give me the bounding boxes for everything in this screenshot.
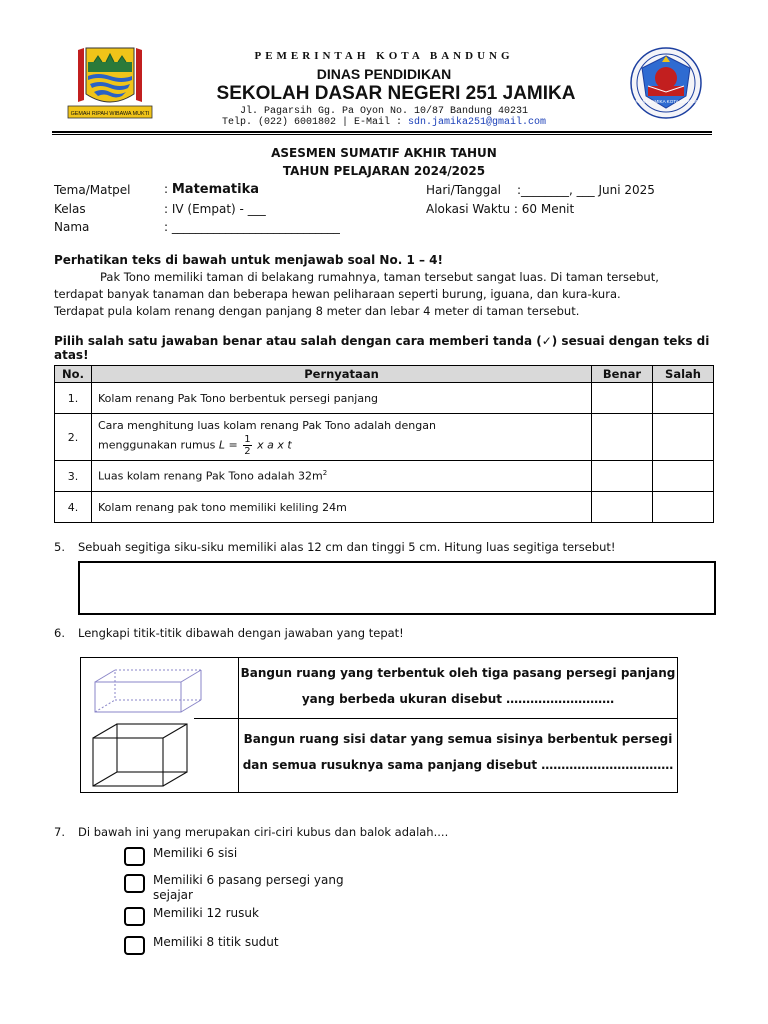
checkbox[interactable] xyxy=(124,874,145,893)
true-answer-cell[interactable] xyxy=(592,383,653,414)
fraction-one-half xyxy=(243,434,251,457)
q6-item-2-blank[interactable]: dan semua rusuknya sama panjang disebut …………………………… xyxy=(242,758,674,772)
fraction-numerator: 1 xyxy=(244,433,251,445)
superscript: 2 xyxy=(322,469,328,478)
table-row xyxy=(55,414,714,461)
q7-option-label: Memiliki 6 sisi xyxy=(153,846,238,860)
row-number: 1. xyxy=(55,383,92,414)
cuboid-icon xyxy=(91,666,215,716)
q6-fill-table xyxy=(80,657,678,793)
true-answer-cell[interactable] xyxy=(592,414,653,461)
row-number: 3. xyxy=(55,461,92,492)
row-statement xyxy=(92,414,592,461)
row-number: 2. xyxy=(55,414,92,461)
q6-number: 6. xyxy=(54,626,65,640)
row-statement: Kolam renang Pak Tono berbentuk persegi panjang xyxy=(92,383,592,414)
row-statement-text: Luas kolam renang Pak Tono adalah 32m xyxy=(98,469,323,483)
q6-text: Lengkapi titik-titik dibawah dengan jawaban yang tepat! xyxy=(78,626,404,640)
header-false: Salah xyxy=(653,366,714,383)
department-name: DINAS PENDIDIKAN xyxy=(316,66,452,82)
formula-intro: menggunakan rumus xyxy=(98,438,219,451)
q6-item-1 xyxy=(239,660,677,712)
school-contact xyxy=(0,117,768,128)
true-answer-cell[interactable] xyxy=(592,492,653,523)
reading-line-3: Terdapat pula kolam renang dengan panjang 8 meter dan lebar 4 meter di taman tersebut. xyxy=(54,304,580,318)
header-true: Benar xyxy=(592,366,653,383)
table-row xyxy=(55,492,714,523)
q6-item-1-line-1: Bangun ruang yang terbentuk oleh tiga pasang persegi panjang xyxy=(240,666,676,680)
row-statement-line: Cara menghitung luas kolam renang Pak Tono adalah dengan xyxy=(98,418,436,432)
statements-table xyxy=(54,365,714,523)
false-answer-cell[interactable] xyxy=(653,414,714,461)
table-row xyxy=(55,383,714,414)
q6-item-2-line-1: Bangun ruang sisi datar yang semua sisinya berbentuk persegi xyxy=(243,732,673,746)
phone-text: Telp. (022) 6001802 | E-Mail : xyxy=(221,117,408,128)
row-statement xyxy=(92,461,592,492)
crest-banner-text: GEMAH RIPAH WIBAWA MUKTI xyxy=(70,111,150,117)
true-answer-cell[interactable] xyxy=(592,461,653,492)
government-name: PEMERINTAH KOTA BANDUNG xyxy=(254,50,514,62)
q7-text: Di bawah ini yang merupakan ciri-ciri kubus dan balok adalah.... xyxy=(78,825,449,839)
header-divider-thick xyxy=(52,131,712,133)
false-answer-cell[interactable] xyxy=(653,492,714,523)
name-field[interactable]: : ____________________________ xyxy=(164,220,340,234)
q7-option-label: Memiliki 6 pasang persegi yang sejajar xyxy=(153,873,344,902)
q7-number: 7. xyxy=(54,825,65,839)
reading-instruction: Perhatikan teks di bawah untuk menjawab soal No. 1 – 4! xyxy=(54,253,443,267)
formula-lhs: L = xyxy=(218,438,242,451)
emblem-text: SDN 251 JAMIKA KOTA BANDUNG xyxy=(629,99,703,104)
row-statement-formula-line xyxy=(98,434,585,457)
q5-answer-box[interactable] xyxy=(78,561,716,615)
table-header-row xyxy=(55,366,714,383)
subject-value xyxy=(164,182,259,197)
false-answer-cell[interactable] xyxy=(653,383,714,414)
header-divider-thin xyxy=(52,134,712,135)
q5-text: Sebuah segitiga siku-siku memiliki alas 12 cm dan tinggi 5 cm. Hitung luas segitiga tersebut! xyxy=(78,540,616,554)
row-number: 4. xyxy=(55,492,92,523)
false-answer-cell[interactable] xyxy=(653,461,714,492)
subject-separator: : xyxy=(164,182,172,196)
subject-name: Matematika xyxy=(171,182,260,197)
time-allocation: Alokasi Waktu : 60 Menit xyxy=(426,202,575,216)
formula-rhs: x a x t xyxy=(253,438,292,451)
exam-title: ASESMEN SUMATIF AKHIR TAHUN xyxy=(271,146,497,160)
checkbox[interactable] xyxy=(124,907,145,926)
choose-instruction: Pilih salah satu jawaban benar atau salah dengan cara memberi tanda (✓) sesuai dengan teks di atas! xyxy=(54,334,710,362)
checkbox[interactable] xyxy=(124,847,145,866)
header-statement: Pernyataan xyxy=(92,366,592,383)
q6-row-divider xyxy=(194,718,677,719)
q6-item-1-blank[interactable]: yang berbeda ukuran disebut ……………………… xyxy=(301,692,615,706)
class-value: : IV (Empat) - ___ xyxy=(164,202,266,216)
reading-line-1: Pak Tono memiliki taman di belakang rumahnya, taman tersebut sangat luas. Di taman tersebut, xyxy=(100,270,659,284)
checkbox[interactable] xyxy=(124,936,145,955)
fraction-denominator: 2 xyxy=(244,445,251,457)
q6-item-2 xyxy=(239,726,677,778)
day-field[interactable]: :________, ___ Juni 2025 xyxy=(517,183,655,197)
subject-label: Tema/Matpel xyxy=(54,183,131,197)
school-name: SEKOLAH DASAR NEGERI 251 JAMIKA xyxy=(216,83,576,104)
school-address: Jl. Pagarsih Gg. Pa Oyon No. 10/87 Bandung 40231 xyxy=(239,106,529,117)
cube-icon xyxy=(87,720,197,790)
q5-number: 5. xyxy=(54,540,65,554)
q7-option-label: Memiliki 8 titik sudut xyxy=(153,935,279,949)
email-link[interactable]: sdn.jamika251@gmail.com xyxy=(408,117,547,128)
reading-line-2: terdapat banyak tanaman dan beberapa hewan peliharaan seperti burung, iguana, dan kura-kura. xyxy=(54,287,621,301)
header-no: No. xyxy=(55,366,92,383)
q7-option-label: Memiliki 12 rusuk xyxy=(153,906,259,920)
class-label: Kelas xyxy=(54,202,86,216)
day-label: Hari/Tanggal xyxy=(426,183,501,197)
exam-year: TAHUN PELAJARAN 2024/2025 xyxy=(282,164,486,178)
table-row xyxy=(55,461,714,492)
row-statement: Kolam renang pak tono memiliki keliling 24m xyxy=(92,492,592,523)
name-label: Nama xyxy=(54,220,90,234)
